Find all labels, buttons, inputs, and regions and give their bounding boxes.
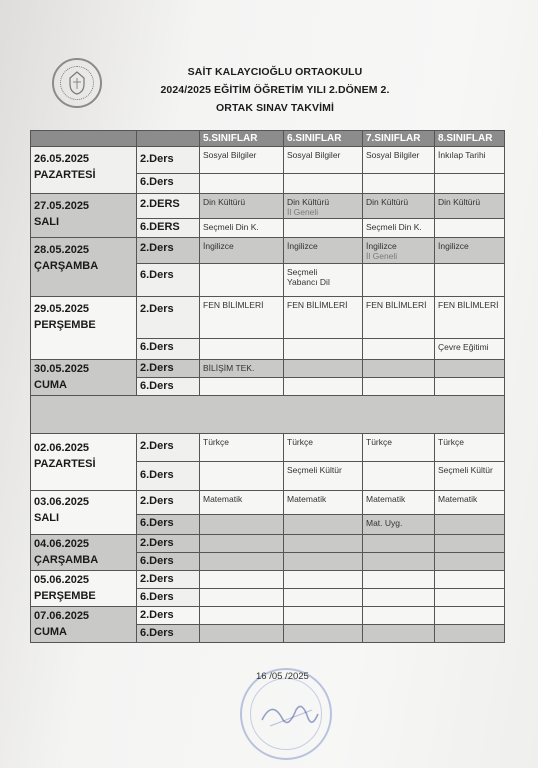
subject-cell [435,174,505,194]
subject-cell: Sosyal Bilgiler [200,147,284,174]
subject-cell [284,553,363,571]
subject-cell: İngilizce [435,238,505,264]
date-cell [31,238,137,297]
table-header-row [31,131,505,147]
exam-day: ÇARŞAMBA [34,260,99,272]
subject-cell [200,589,284,607]
subject-cell [284,607,363,625]
subject-cell [363,174,435,194]
subject-cell [284,194,363,219]
period-cell: 2.Ders [137,147,200,174]
table-row [31,238,505,264]
subject-cell: Türkçe [435,434,505,462]
subject-cell: Matematik [435,491,505,515]
exam-date: 26.05.2025 [34,153,90,165]
subject-cell [284,378,363,396]
table-row [31,434,505,462]
subject-cell: FEN BİLİMLERİ [200,297,284,339]
exam-day: CUMA [34,379,67,391]
exam-date: 04.06.2025 [34,538,90,550]
period-cell: 2.Ders [137,297,200,339]
date-cell [31,535,137,571]
subject-name: İngilizce [366,241,397,251]
subject-cell: Matematik [363,491,435,515]
subject-cell: Seçmeli Kültür [284,462,363,491]
subject-cell: FEN BİLİMLERİ [435,297,505,339]
subject-cell [363,571,435,589]
subject-cell [284,625,363,643]
table-row [31,491,505,515]
date-cell [31,360,137,396]
subject-cell [284,360,363,378]
exam-schedule-table [30,130,505,643]
subject-cell: FEN BİLİMLERİ [363,297,435,339]
subject-cell [435,515,505,535]
subject-cell: Seçmeli Din K. [200,219,284,238]
period-cell: 6.Ders [137,515,200,535]
subject-cell [363,589,435,607]
table-row-break [31,396,505,434]
subject-cell [284,589,363,607]
subject-cell: İnkılap Tarihi [435,147,505,174]
subject-name: Yabancı Dil [287,277,330,287]
subject-cell: Seçmeli Kültür [435,462,505,491]
subject-name: Din Kültürü [287,197,330,207]
exam-day: CUMA [34,626,67,638]
table-row [31,147,505,174]
column-header-7: 7.SINIFLAR [363,131,435,147]
subject-cell [435,264,505,297]
subject-cell [200,553,284,571]
exam-date: 05.06.2025 [34,574,90,586]
date-cell [31,607,137,643]
period-cell: 6.Ders [137,378,200,396]
date-cell [31,194,137,238]
exam-day: SALI [34,216,60,228]
subject-cell [363,553,435,571]
subject-cell [200,515,284,535]
date-cell [31,491,137,535]
subject-cell: Matematik [284,491,363,515]
subject-cell [284,535,363,553]
signature-date: 16 /05 /2025 [256,671,309,682]
period-cell: 2.Ders [137,491,200,515]
subject-cell: Din Kültürü [200,194,284,219]
subject-cell [200,571,284,589]
subject-cell [200,625,284,643]
subject-cell: Çevre Eğitimi [435,339,505,360]
subject-cell [363,360,435,378]
subject-cell [435,360,505,378]
subject-cell: Türkçe [200,434,284,462]
subject-cell [200,264,284,297]
subject-cell [435,571,505,589]
subject-cell: İngilizce [284,238,363,264]
exam-day: PERŞEMBE [34,319,96,331]
subject-cell [200,535,284,553]
period-cell: 6.Ders [137,339,200,360]
table-row [31,194,505,219]
table-row [31,535,505,553]
subject-cell: İngilizce [200,238,284,264]
period-cell: 2.Ders [137,535,200,553]
column-header-8: 8.SINIFLAR [435,131,505,147]
exam-date: 03.06.2025 [34,496,90,508]
subject-cell [435,535,505,553]
column-header-5: 5.SINIFLAR [200,131,284,147]
subject-cell [435,219,505,238]
column-header-6: 6.SINIFLAR [284,131,363,147]
subject-cell: Seçmeli Din K. [363,219,435,238]
subject-cell [363,462,435,491]
subject-cell [200,378,284,396]
subject-cell [363,535,435,553]
exam-day: SALI [34,512,60,524]
period-cell: 6.Ders [137,462,200,491]
subject-cell [363,607,435,625]
academic-year: 2024/2025 EĞİTİM ÖĞRETİM YILI 2.DÖNEM 2. [160,84,390,96]
table-row [31,571,505,589]
subject-cell [363,378,435,396]
exam-day: PAZARTESİ [34,458,96,470]
period-cell: 6.Ders [137,174,200,194]
document-title: ORTAK SINAV TAKVİMİ [216,102,334,114]
period-cell: 6.Ders [137,553,200,571]
subject-cell [435,589,505,607]
period-cell: 6.Ders [137,264,200,297]
subject-cell [200,339,284,360]
subject-cell [363,339,435,360]
subject-cell [284,219,363,238]
subject-cell [200,462,284,491]
date-cell [31,571,137,607]
subject-name: Seçmeli [287,267,318,277]
date-cell [31,147,137,194]
exam-date: 30.05.2025 [34,363,90,375]
subject-cell: Matematik [200,491,284,515]
subject-cell: Türkçe [363,434,435,462]
table-row [31,607,505,625]
exam-date: 27.05.2025 [34,200,90,212]
subject-cell [435,378,505,396]
meb-logo-icon [52,58,102,108]
date-cell [31,297,137,360]
period-cell: 2.Ders [137,238,200,264]
subject-cell: FEN BİLİMLERİ [284,297,363,339]
exam-day: PERŞEMBE [34,590,96,602]
period-cell: 2.Ders [137,607,200,625]
subject-cell [284,515,363,535]
period-cell: 6.Ders [137,589,200,607]
period-cell: 2.DERS [137,194,200,219]
table-row [31,360,505,378]
subject-cell [284,264,363,297]
subject-cell [284,339,363,360]
subject-cell [435,607,505,625]
period-cell: 6.Ders [137,625,200,643]
subject-cell: Sosyal Bilgiler [284,147,363,174]
subject-cell [284,174,363,194]
header-blank [137,131,200,147]
table-row [31,297,505,339]
subject-cell [200,174,284,194]
date-cell [31,434,137,491]
subject-cell: Din Kültürü [435,194,505,219]
subject-cell: BİLİŞİM TEK. [200,360,284,378]
subject-cell [200,607,284,625]
subject-note: İl Geneli [366,251,398,261]
subject-cell [284,571,363,589]
period-cell: 2.Ders [137,360,200,378]
period-cell: 2.Ders [137,571,200,589]
exam-day: PAZARTESİ [34,169,96,181]
exam-date: 29.05.2025 [34,303,90,315]
exam-date: 07.06.2025 [34,610,90,622]
period-cell: 2.Ders [137,434,200,462]
subject-cell: Din Kültürü [363,194,435,219]
subject-cell [363,264,435,297]
exam-date: 02.06.2025 [34,442,90,454]
subject-cell [435,553,505,571]
header-blank [31,131,137,147]
exam-date: 28.05.2025 [34,244,90,256]
subject-cell: Mat. Uyg. [363,515,435,535]
subject-note: İl Geneli [287,207,319,217]
subject-cell: Sosyal Bilgiler [363,147,435,174]
school-name: SAİT KALAYCIOĞLU ORTAOKULU [187,66,363,78]
subject-cell [435,625,505,643]
subject-cell [363,238,435,264]
subject-cell [363,625,435,643]
seal-inner-ring [250,678,322,750]
break-row [31,396,505,434]
exam-day: ÇARŞAMBA [34,554,99,566]
period-cell: 6.DERS [137,219,200,238]
subject-cell: Türkçe [284,434,363,462]
